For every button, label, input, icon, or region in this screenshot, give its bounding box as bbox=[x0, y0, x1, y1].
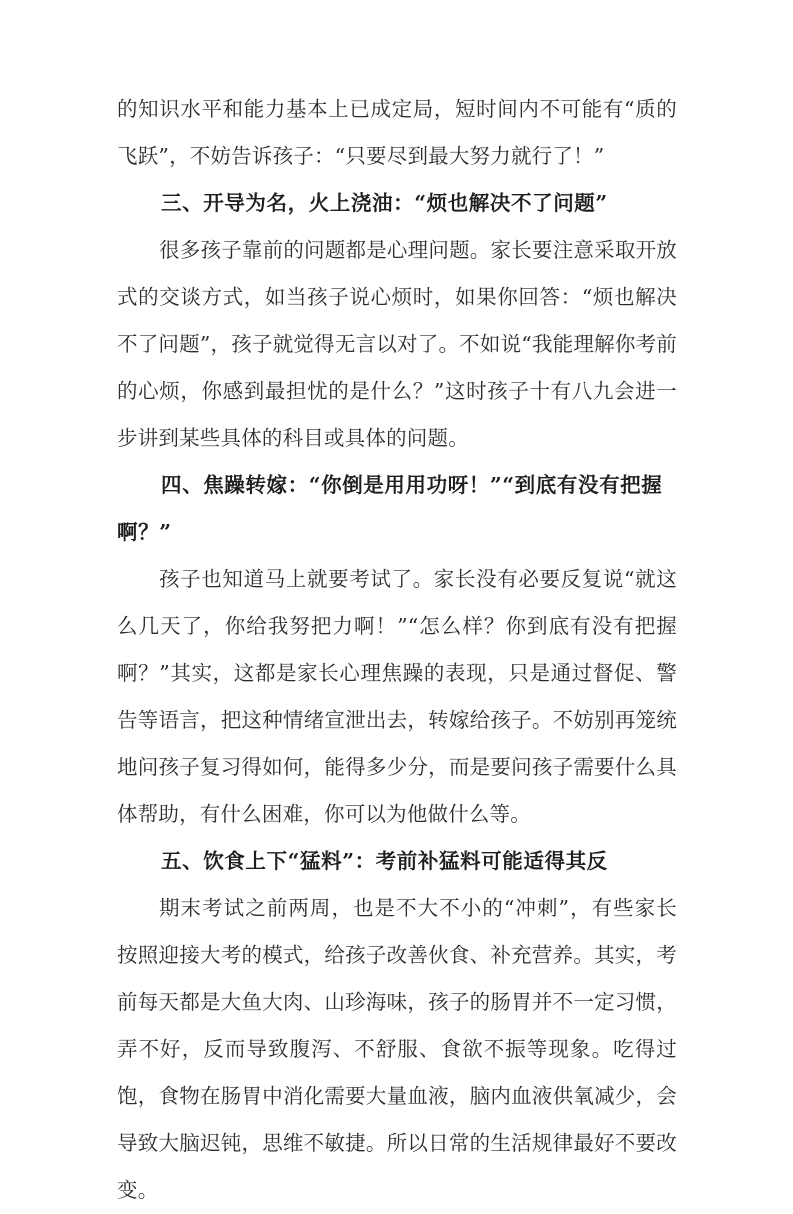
paragraph-section-five: 期末考试之前两周，也是不大不小的“冲刺”，有些家长按照迎接大考的模式，给孩子改善伙食、补充营养。其实，考前每天都是大鱼大肉、山珍海味，孩子的肠胃并不一定习惯，弄不好，反而导致腹泻、不舒服、食欲不振等现象。吃得过饱，食物在肠胃中消化需要大量血液，脑内血液供氧减少，会导致大脑迟钝，思维不敏捷。所以日常的生活规律最好不要改变。 bbox=[117, 896, 677, 1202]
section-heading-four: 四、焦躁转嫁：“你倒是用用功呀！”“到底有没有把握啊？” bbox=[117, 473, 663, 544]
paragraph-continued: 的知识水平和能力基本上已成定局，短时间内不可能有“质的飞跃”，不妨告诉孩子：“只要尽到最大努力就行了！” bbox=[117, 97, 677, 168]
document-body bbox=[117, 86, 677, 1214]
paragraph-section-three: 很多孩子靠前的问题都是心理问题。家长要注意采取开放式的交谈方式，如当孩子说心烦时，如果你回答：“烦也解决不了问题”，孩子就觉得无言以对了。不如说“我能理解你考前的心烦，你感到最担忧的是什么？”这时孩子十有八九会进一步讲到某些具体的科目或具体的问题。 bbox=[117, 238, 677, 450]
paragraph-section-four: 孩子也知道马上就要考试了。家长没有必要反复说“就这么几天了，你给我努把力啊！”“怎么样？你到底有没有把握啊？”其实，这都是家长心理焦躁的表现，只是通过督促、警告等语言，把这种情绪宣泄出去，转嫁给孩子。不妨别再笼统地问孩子复习得如何，能得多少分，而是要问孩子需要什么具体帮助，有什么困难，你可以为他做什么等。 bbox=[117, 567, 677, 826]
section-heading-three: 三、开导为名，火上浇油：“烦也解决不了问题” bbox=[161, 191, 608, 215]
section-heading-five: 五、饮食上下“猛料”：考前补猛料可能适得其反 bbox=[161, 849, 608, 873]
